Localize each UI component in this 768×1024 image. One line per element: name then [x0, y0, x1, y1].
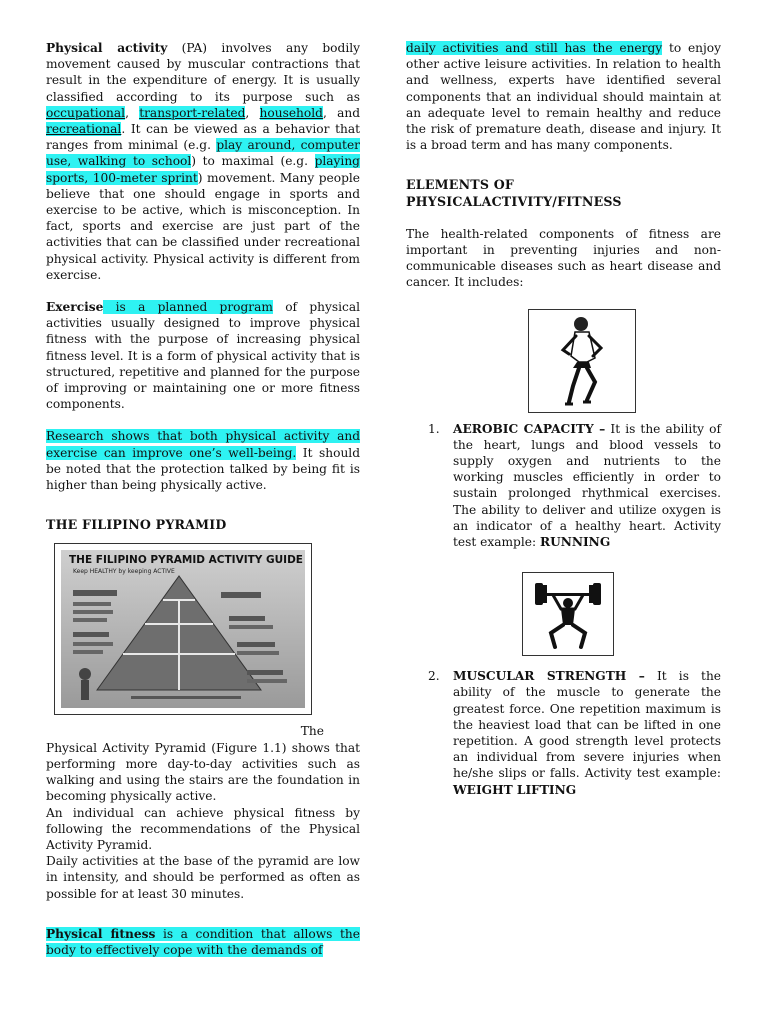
highlight: is a condition that allows the body to effectively cope with the demands of — [46, 926, 360, 957]
spacer — [46, 493, 360, 517]
spacer — [46, 902, 360, 926]
fitness-continuation-paragraph — [406, 40, 721, 153]
text: , — [125, 105, 140, 120]
text: of physical activities usually designed to improve physical fitness with the purpose of increasing physical fitness level. It is a form of physical activity that is structured, repetitive and planned for the purpose of improving or maintaining one or more fitness components. — [46, 300, 360, 412]
pyramid-graphic — [61, 550, 305, 708]
highlight: transport-related — [139, 105, 246, 120]
highlight: play around, computer use, walking to school — [46, 138, 360, 169]
pyramid-paragraph-3: Daily activities at the base of the pyramid are low in intensity, and should be performed as often as possible for at least 30 minutes. — [46, 854, 360, 901]
list-number: 2. — [428, 669, 440, 684]
highlight: daily activities and still has the energy — [406, 41, 663, 55]
text: to enjoy other active leisure activities. In relation to health and wellness, experts have identified several components that an individual should maintain at an adequate level to remain healthy and reduce the risk of premature death, disease and injury. It is a broad term and has many components. — [406, 41, 722, 153]
highlight: Research shows that both physical activity and exercise can improve one’s well-being. — [46, 429, 360, 460]
pyramid-paragraph-2: An individual can achieve physical fitness by following the recommendations of the Physical Activity Pyramid. — [46, 805, 360, 852]
text: , and — [322, 105, 360, 120]
components-intro-paragraph: The health-related components of fitness are important in preventing injuries and non-communicable diseases such as heart disease and cancer. It includes: — [406, 226, 721, 290]
fitness-components-list — [406, 421, 721, 551]
text: . It can be viewed as a behavior that ranges from minimal (e.g. — [46, 122, 360, 153]
weightlifter-icon — [523, 573, 613, 655]
highlight: recreational — [46, 122, 122, 137]
text: ) to maximal (e.g. — [191, 154, 315, 169]
pyramid-image — [61, 550, 305, 708]
text: ) movement. Many people believe that one should engage in sports and exercise to be active, which is misconception. In fact, sports and exercise are just part of the activities that can be classified under recreational physical activity. Physical activity is different from exercise. — [46, 170, 360, 282]
pyramid-title: THE FILIPINO PYRAMID ACTIVITY GUIDE — [69, 554, 303, 567]
highlight: household — [259, 105, 323, 120]
list-item-muscular-strength — [406, 668, 721, 798]
item-title: MUSCULAR STRENGTH – — [453, 669, 645, 684]
research-paragraph — [46, 428, 360, 493]
term-exercise: Exercise — [46, 300, 104, 315]
item-example: WEIGHT LIFTING — [453, 782, 577, 797]
list-item-text — [453, 668, 721, 798]
term-physical-fitness: Physical fitness — [46, 926, 156, 941]
exercise-paragraph — [46, 299, 360, 412]
list-item-aerobic — [406, 421, 721, 551]
term-physical-activity: Physical activity — [46, 41, 168, 55]
pyramid-paragraph-1: Physical Activity Pyramid (Figure 1.1) shows that performing more day-to-day activities such as walking and using the stairs are the foundation in becoming physically active. — [46, 740, 360, 804]
text: , — [245, 105, 260, 120]
item-example: RUNNING — [539, 535, 611, 550]
fitness-components-list-2 — [406, 668, 721, 798]
highlight: is a planned program — [103, 300, 273, 315]
spacer — [46, 283, 360, 299]
pyramid-figure — [54, 543, 312, 715]
spacer — [46, 412, 360, 428]
elements-heading: ELEMENTS OF PHYSICALACTIVITY/FITNESS — [406, 177, 622, 209]
runner-icon — [529, 310, 635, 412]
pyramid-subtitle: Keep HEALTHY by keeping ACTIVE — [73, 568, 175, 576]
spacer — [406, 153, 721, 177]
item-text: It is the ability of the muscle to generate the greatest force. One repetition maximum is the heaviest load that can be lifted in one repetition. A good strength level protects an individual from severe injuries when he/she slips or falls. Activity test example: — [453, 669, 722, 781]
left-column — [46, 40, 360, 958]
spacer — [406, 210, 721, 226]
text: It should be noted that the protection talked by being fit is higher than being physically active. — [46, 445, 360, 493]
highlight: playing sports, 100-meter sprint — [46, 154, 360, 185]
list-number: 1. — [428, 421, 440, 436]
item-title: AEROBIC CAPACITY – — [453, 421, 606, 436]
item-text: It is the ability of the heart, lungs and blood vessels to supply oxygen and nutrients to the working muscles efficiently in order to sustain prolonged rhythmical exercises. The ability to deliver and utilize oxygen is an indicator of a healthy heart. Activity test example: — [453, 421, 721, 550]
spacer — [406, 656, 721, 668]
physical-activity-paragraph — [46, 40, 360, 283]
the-word: The — [300, 724, 324, 739]
highlight: occupational — [46, 105, 126, 120]
list-item-text — [453, 421, 721, 551]
weightlifting-figure — [522, 572, 614, 656]
running-figure — [528, 309, 636, 413]
right-column — [406, 40, 721, 798]
text: (PA) involves any bodily movement caused by muscular contractions that result in the expenditure of energy. It is usually classified according to its purpose such as — [46, 41, 361, 104]
physical-fitness-paragraph — [46, 926, 360, 958]
filipino-pyramid-heading: THE FILIPINO PYRAMID — [46, 517, 227, 533]
